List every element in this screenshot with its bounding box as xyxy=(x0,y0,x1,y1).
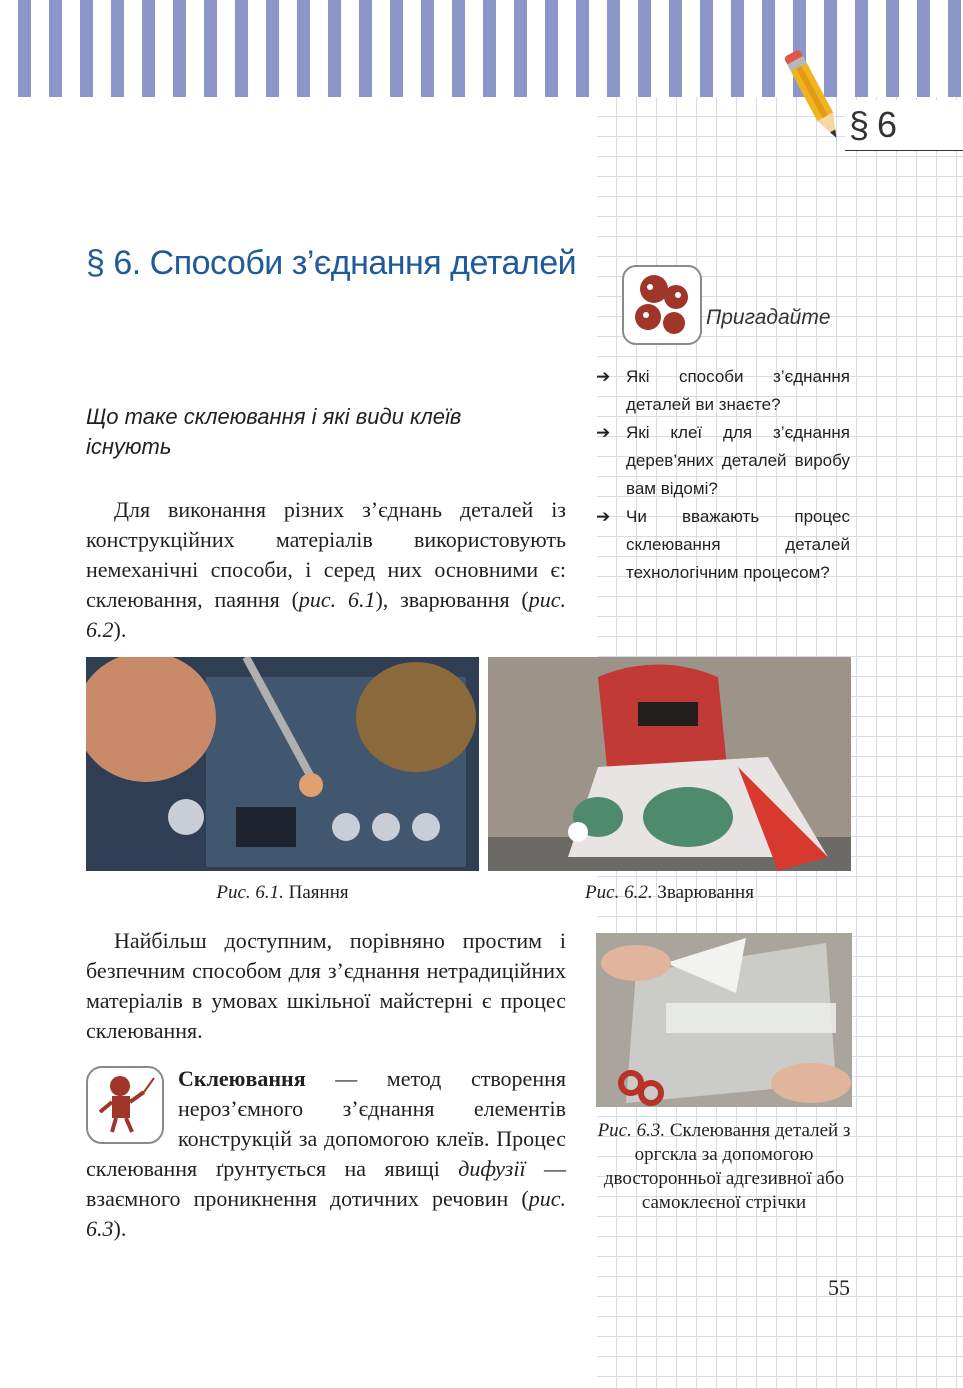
remember-icon xyxy=(622,265,702,345)
list-item xyxy=(596,419,850,503)
figure-label: Рис. 6.1. xyxy=(216,882,284,903)
figure-caption xyxy=(488,881,851,905)
list-item xyxy=(596,503,850,587)
paragraph-1 xyxy=(86,495,566,645)
section-mark: § 6 xyxy=(849,104,897,145)
paragraph-text: — взаємного проникнення дотичних речовин ( xyxy=(86,1156,566,1211)
term: Склеювання xyxy=(178,1066,306,1091)
soldering-photo xyxy=(86,657,479,871)
list-item xyxy=(596,363,850,419)
welding-photo xyxy=(488,657,851,871)
figure-ref: рис. 6.1 xyxy=(298,587,376,612)
section-tab xyxy=(845,100,963,151)
gluing-photo xyxy=(596,933,852,1107)
caption-text: Зварювання xyxy=(652,882,754,903)
caption-text: Склеювання деталей з оргскла за допомогою двосторонньої адгезивної або самоклеєної стрічки xyxy=(603,1120,851,1213)
paragraph-text: ). xyxy=(113,617,127,642)
figure-label: Рис. 6.3. xyxy=(597,1120,666,1141)
subheading: Що таке склеювання і які види клеїв існують xyxy=(86,404,462,459)
pencil-icon xyxy=(778,40,848,152)
page-title: § 6. Способи з’єднання деталей xyxy=(86,244,577,282)
caption-text: Паяння xyxy=(283,882,349,903)
paragraph-text: Для виконання різних з’єднань деталей із конструкційних матеріалів використовують немеханічні способи, і серед них основними є: склеювання, паяння ( xyxy=(86,497,566,612)
figure-ref: рис. 6.3 xyxy=(86,1186,566,1241)
arrow-right-icon: ➔ xyxy=(596,367,611,386)
question-text: Які способи з’єднання деталей ви знаєте? xyxy=(626,367,850,414)
arrow-right-icon: ➔ xyxy=(596,507,611,526)
paragraph-text: ). xyxy=(113,1216,127,1241)
term: дифузії xyxy=(458,1156,526,1181)
arrow-right-icon: ➔ xyxy=(596,423,611,442)
remember-label: Пригадайте xyxy=(706,306,831,329)
paragraph-text: — метод створення нероз’ємного з’єднання елементів конструкцій за допомогою клеїв. Процес склеювання ґрунтується на явищі xyxy=(86,1066,566,1181)
paragraph-2: Найбільш доступним, порівняно простим і безпечним способом для з’єднання нетрадиційних матеріалів в умовах шкільної майстерні є процес склеювання. xyxy=(86,928,566,1043)
page-number: 55 xyxy=(828,1275,850,1300)
figure-caption xyxy=(86,881,479,905)
figure-caption xyxy=(596,1119,852,1215)
paragraph-text: ), зварювання ( xyxy=(375,587,529,612)
figure-ref: рис. 6.2 xyxy=(86,587,566,642)
figure-label: Рис. 6.2. xyxy=(585,882,653,903)
question-text: Чи вважають процес склеювання деталей технологічним процесом? xyxy=(626,507,850,582)
question-list xyxy=(596,363,850,587)
question-text: Які клеї для з’єднання дерев’яних деталей виробу вам відомі? xyxy=(626,423,850,498)
paragraph-3 xyxy=(86,1064,566,1244)
